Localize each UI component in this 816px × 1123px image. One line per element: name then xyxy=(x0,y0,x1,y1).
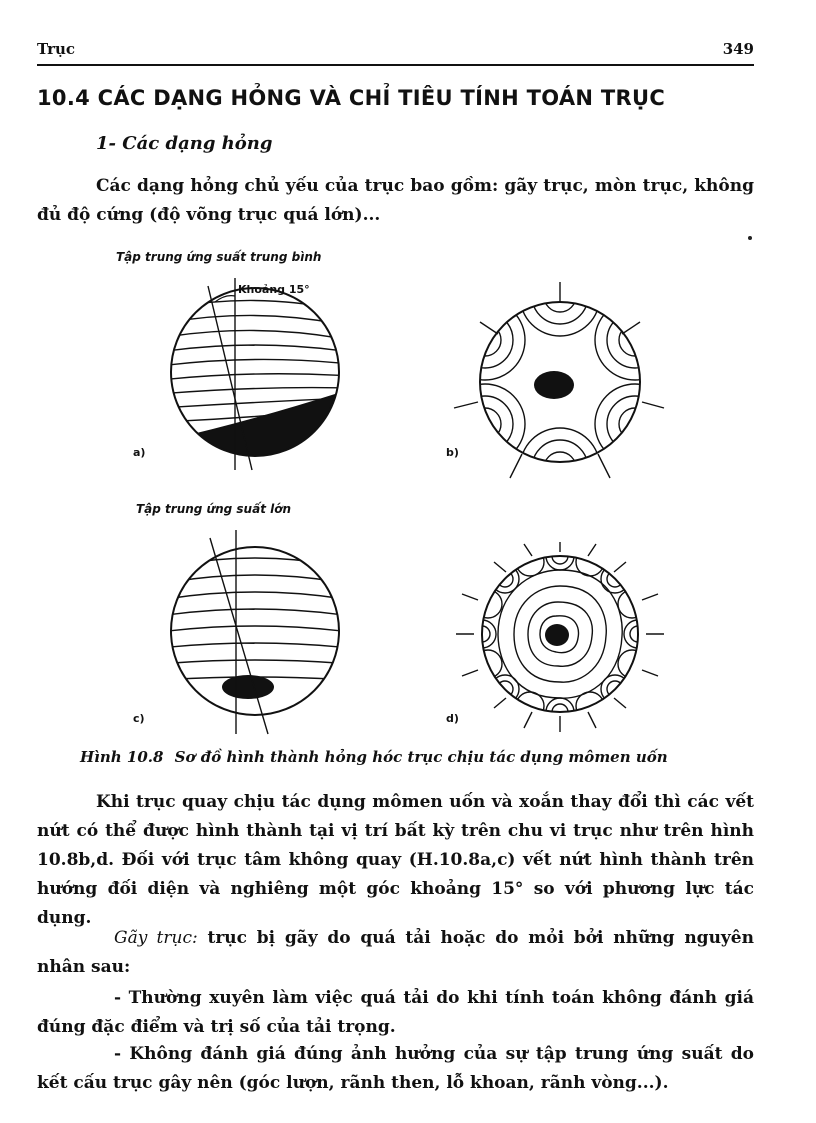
paragraph-intro: Các dạng hỏng chủ yếu của trục bao gồm: gãy trục, mòn trục, không đủ độ cứng (độ võng trục quá lớn)... xyxy=(37,176,754,225)
paragraph-crack-formation: Khi trục quay chịu tác dụng mômen uốn và xoắn thay đổi thì các vết nứt có thể được hình thành tại vị trí bất kỳ trên chu vi trục như trên hình 10.8b,d. Đối với trục tâm không quay (H.10.8a,c) vết nứt hình thành trên hướng đối diện và nghiêng một góc khoảng 15° so với phương lực tác dụng. xyxy=(37,792,754,928)
bullet-stress-concentration: - Không đánh giá đúng ảnh hưởng của sự tập trung ứng suất do kết cấu trục gây nên (góc lượn, rãnh then, lỗ khoan, rãnh vòng...). xyxy=(37,1044,754,1093)
panel-b-label: b) xyxy=(446,446,459,459)
figure-caption xyxy=(80,748,668,766)
figure-panel-d xyxy=(452,542,672,732)
term-shaft-fracture: Gãy trục: xyxy=(114,928,198,948)
page-number: 349 xyxy=(722,40,754,58)
figure-panel-a xyxy=(150,272,360,472)
speck xyxy=(748,236,752,240)
figure-caption-prefix: Hình 10.8 xyxy=(80,748,164,766)
paragraph-shaft-fracture xyxy=(37,924,754,982)
figure-label-medium-stress: Tập trung ứng suất trung bình xyxy=(116,250,322,264)
figure-label-high-stress: Tập trung ứng suất lớn xyxy=(136,502,292,516)
figure-panel-b xyxy=(450,282,670,482)
panel-d-label: d) xyxy=(446,712,459,725)
figure-caption-text: Sơ đồ hình thành hỏng hóc trục chịu tác dụng mômen uốn xyxy=(174,748,668,766)
subsection-title: 1- Các dạng hỏng xyxy=(96,133,273,154)
running-header: Trục xyxy=(37,40,76,58)
panel-a-label: a) xyxy=(133,446,146,459)
section-title: 10.4 CÁC DẠNG HỎNG VÀ CHỈ TIÊU TÍNH TOÁN TRỤC xyxy=(37,86,666,110)
angle-label: Khoảng 15° xyxy=(238,283,310,296)
bullet-overload: - Thường xuyên làm việc quá tải do khi tính toán không đánh giá đúng đặc điểm và trị số của tải trọng. xyxy=(37,988,754,1037)
paragraph-shaft-fracture-text: trục bị gãy do quá tải hoặc do mỏi bởi những nguyên nhân sau: xyxy=(37,928,754,977)
panel-c-label: c) xyxy=(133,712,145,725)
figure-panel-c xyxy=(150,526,360,736)
header-rule xyxy=(37,64,754,66)
